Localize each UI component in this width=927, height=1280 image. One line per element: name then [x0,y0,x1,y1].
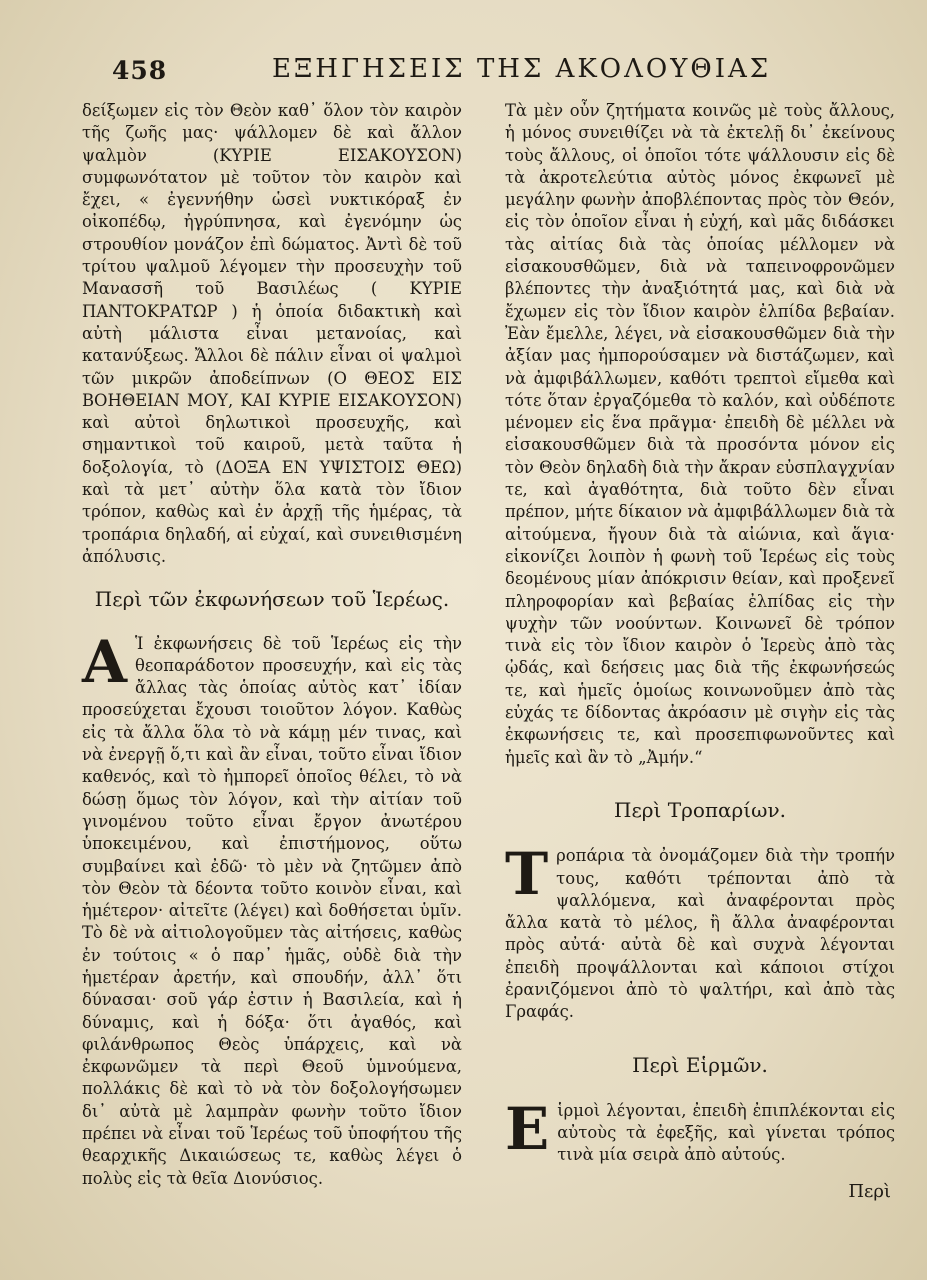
page-number: 458 [112,56,168,85]
section-heading-ekfoniseis: Περὶ τῶν ἐκφωνήσεων τοῦ Ἱερέως. [94,587,450,612]
section-body-text: ἱρμοὶ λέγονται, ἐπειδὴ ἐπιπλέκονται εἰς αὐτοὺς τὰ ἐφεξῆς, καὶ γίνεται τρόπος τινὰ μία σειρὰ ἀπὸ αὐτούς. [557,1100,895,1165]
section-paragraph-eirmoi [505,1094,895,1167]
section-heading-troparia: Περὶ Τροπαρίων. [614,797,786,822]
section-body-text: ροπάρια τὰ ὀνομάζομεν διὰ τὴν τροπήν τους, καθότι τρέπονται ἀπὸ τὰ ψαλλόμενα, καὶ ἀναφέρονται πρὸς ἄλλα κατὰ τὸ μέλος, ἢ ἄλλα ἀναφέρονται πρὸς αὐτά· αὐτὰ δὲ καὶ συχνὰ λέγονται ἐπειδὴ προψάλλονται καὶ κάποιοι στίχοι ἐρανιζόμενοι ἀπὸ τὸ ψαλτήρι, καὶ ἀπὸ τὰς Γραφάς. [505,846,895,1022]
section-body-text: Ἱ ἐκφωνήσεις δὲ τοῦ Ἱερέως εἰς τὴν θεοπαράδοτον προσευχήν, καὶ εἰς τὰς ἄλλας τὰς ὁποίας αὐτὸς κατ᾽ ἰδίαν προσεύχεται ἔχουσι τοιοῦτον λόγον. Καθὼς εἰς τὰ ἄλλα ὅλα τὸ νὰ κάμῃ μέν τινας, καὶ νὰ ἐνεργῇ ὅ,τι καὶ ἂν εἶναι, τοῦτο εἶναι ἴδιον καθενός, καὶ τὸ ἠμπορεῖ ὁποῖος θέλει, τὸ νὰ δώσῃ ὅμως τὸν λόγον, καὶ τὴν αἰτίαν τοῦ γινομένου τοῦτο εἶναι ἔργον ἀνωτέρου ὑποκειμένου, καὶ ἐπιστήμονος, οὕτω συμβαίνει καὶ ἐδῶ· τὸ μὲν νὰ ζητῶμεν ἀπὸ τὸν Θεὸν τὰ δέοντα τοῦτο κοινὸν εἶναι, καὶ ἡμέτερον· αἰτεῖτε (λέγει) καὶ δοθήσεται ὑμῖν. Τὸ δὲ νὰ αἰτιολογοῦμεν τὰς αἰτήσεις, καθὼς ἐν τούτοις « ὁ παρ᾽ ἡμᾶς, οὐδὲ διὰ τὴν ἡμετέραν ἀρετήν, καὶ σπουδήν, ἀλλ᾽ ὅτι δύνασαι· σοῦ γάρ ἐστιν ἡ Βασιλεία, καὶ ἡ δύναμις, καὶ ἡ δόξα· ὅτι ἀγαθός, καὶ φιλάνθρωπος Θεὸς ὑπάρχεις, καὶ νὰ ἐκφωνῶμεν τὰ περὶ Θεοῦ ὑμνούμενα, πολλάκις δὲ καὶ τὸ νὰ τὸν δοξολογήσωμεν δι᾽ αὐτὰ μὲ λαμπρὰν φωνὴν τοῦτο ἴδιον πρέπει νὰ εἶναι τοῦ Ἱερέως τοῦ ὑποφήτου τῆς θεαρχικῆς Δικαιώσεως τε, καθὼς λέγει ὁ πολὺς εἰς τὰ θεῖα Διονύσιος. [82,633,462,1188]
right-intro-paragraph: Τὰ μὲν οὖν ζητήματα κοινῶς μὲ τοὺς ἄλλους, ἡ μόνος συνειθίζει νὰ τὰ ἐκτελῇ δι᾽ ἐκείνους τοὺς ἄλλους, οἱ ὁποῖοι τότε ψάλλουσιν εἰς δὲ τὰ ἀκροτελεύτια αὐτὸς μόνος ἐκφωνεῖ μὲ μεγάλην φωνὴν ἀποβλέποντας πρὸς τὸν Θεόν, εἰς τὸν ὁποῖον εἶναι ἡ εὐχή, καὶ μᾶς διδάσκει τὰς αἰτίας διὰ τὰς ὁποίας μέλλομεν νὰ εἰσακουσθῶμεν, διὰ νὰ ταπεινοφρονῶμεν βλέποντες τὴν ἀναξιότητά μας, καὶ διὰ νὰ ἔχωμεν εἰς τὸν ἴδιον καιρὸν ἐλπίδα βεβαίαν. Ἐὰν ἔμελλε, λέγει, νὰ εἰσακουσθῶμεν διὰ τὴν ἀξίαν μας ἠμπορούσαμεν νὰ διστάζωμεν, καὶ νὰ ἀμφιβάλλωμεν, καθότι τρεπτοὶ εἴμεθα καὶ τότε ὅταν ἐργαζόμεθα τὸ καλόν, καὶ οὐδέποτε μένομεν εἰς ἕνα πρᾶγμα· ἐπειδὴ δὲ μέλλει νὰ εἰσακουσθῶμεν διὰ τὰ προσόντα μόνον εἰς τὸν Θεὸν δηλαδὴ διὰ τὴν ἄκραν εὐσπλαγχνίαν τε, καὶ ἀγαθότητα, διὰ τοῦτο δὲν εἶναι πρέπον, μήτε δίκαιον νὰ ἀμφιβάλλωμεν διὰ τὰ αἰτούμενα, ἤγουν διὰ τὰ αἰώνια, καὶ ἅγια· εἰκονίζει λοιπὸν ἡ φωνὴ τοῦ Ἱερέως εἰς τοὺς δεομένους μίαν ἀπόκρισιν θείαν, καὶ προξενεῖ πληροφορίαν καὶ βεβαίας ἐλπίδας εἰς τὴν ψυχὴν τῶν νοούντων. Κοινωνεῖ δὲ τρόπον τινὰ εἰς τὸν ἴδιον καιρὸν ὁ Ἱερεὺς ἀπὸ τὰς ᾠδάς, καὶ δεήσεις μας διὰ τῆς ἐκφωνήσεώς τε, καὶ ἡμεῖς ὁμοίως κοινωνοῦμεν ἀπὸ τὰς εὐχάς τε δίδοντας ἀκρόασιν μὲ σιγὴν εἰς τὰς ἐκφωνήσεις τε, καὶ προσεπιφωνοῦντες καὶ ἡμεῖς καὶ ἂν τὸ „Ἀμήν.“ [505,101,895,767]
left-intro-paragraph: δείξωμεν εἰς τὸν Θεὸν καθ᾽ ὅλον τὸν καιρὸν τῆς ζωῆς μας· ψάλλομεν δὲ καὶ ἄλλον ψαλμὸν (ΚΥΡΙΕ ΕΙΣΑΚΟΥΣΟΝ) συμφωνότατον μὲ τοῦτον τὸν καιρὸν καὶ ἔχει, « ἐγεννήθην ὡσεὶ νυκτικόραξ ἐν οἰκοπέδῳ, ἠγρύπνησα, καὶ ἐγενόμην ὡς στρουθίον μονάζον ἐπὶ δώματος. Ἀντὶ δὲ τοῦ τρίτου ψαλμοῦ λέγομεν τὴν προσευχὴν τοῦ Μανασσῆ τοῦ Βασιλέως ( ΚΥΡΙΕ ΠΑΝΤΟΚΡΑΤΩΡ ) ἡ ὁποία διδακτικὴ καὶ αὐτὴ μάλιστα εἶναι μετανοίας, καὶ κατανύξεως. Ἄλλοι δὲ πάλιν εἶναι οἱ ψαλμοὶ τῶν μικρῶν ἀποδείπνων (Ο ΘΕΟΣ ΕΙΣ ΒΟΗΘΕΙΑΝ ΜΟΥ, ΚΑΙ ΚΥΡΙΕ ΕΙΣΑΚΟΥΣΟΝ) καὶ αὐτοὶ δηλωτικοὶ προσευχῆς, καὶ σημαντικοὶ τοῦ καιροῦ, μετὰ ταῦτα ἡ δοξολογία, τὸ (ΔΟΞΑ ΕΝ ΥΨΙΣΤΟΙΣ ΘΕΩ) καὶ τὰ μετ᾽ αὐτὴν ὅλα κατὰ τὸν ἴδιον τρόπον, καθὼς καὶ ἐν ἀρχῇ τῆς ἡμέρας, τὰ τροπάρια δηλαδή, αἱ εὐχαί, καὶ συνειθισμένη ἀπόλυσις. [82,101,462,566]
running-title: ΕΞΗΓΗΣΕΙΣ ΤΗΣ ΑΚΟΛΟΥΘΙΑΣ [272,54,772,84]
section-heading-eirmoi: Περὶ Εἱρμῶν. [632,1052,768,1077]
section-paragraph-troparia [505,840,895,1023]
left-column [82,100,462,1190]
page-header [112,50,832,90]
right-column [505,100,895,1203]
catchword: Περὶ [848,1180,891,1202]
dropcap-letter: Τ [505,840,549,909]
dropcap-letter: Ε [505,1094,550,1163]
dropcap-letter: Α [82,627,128,696]
section-paragraph-ekfoniseis [82,627,462,1190]
